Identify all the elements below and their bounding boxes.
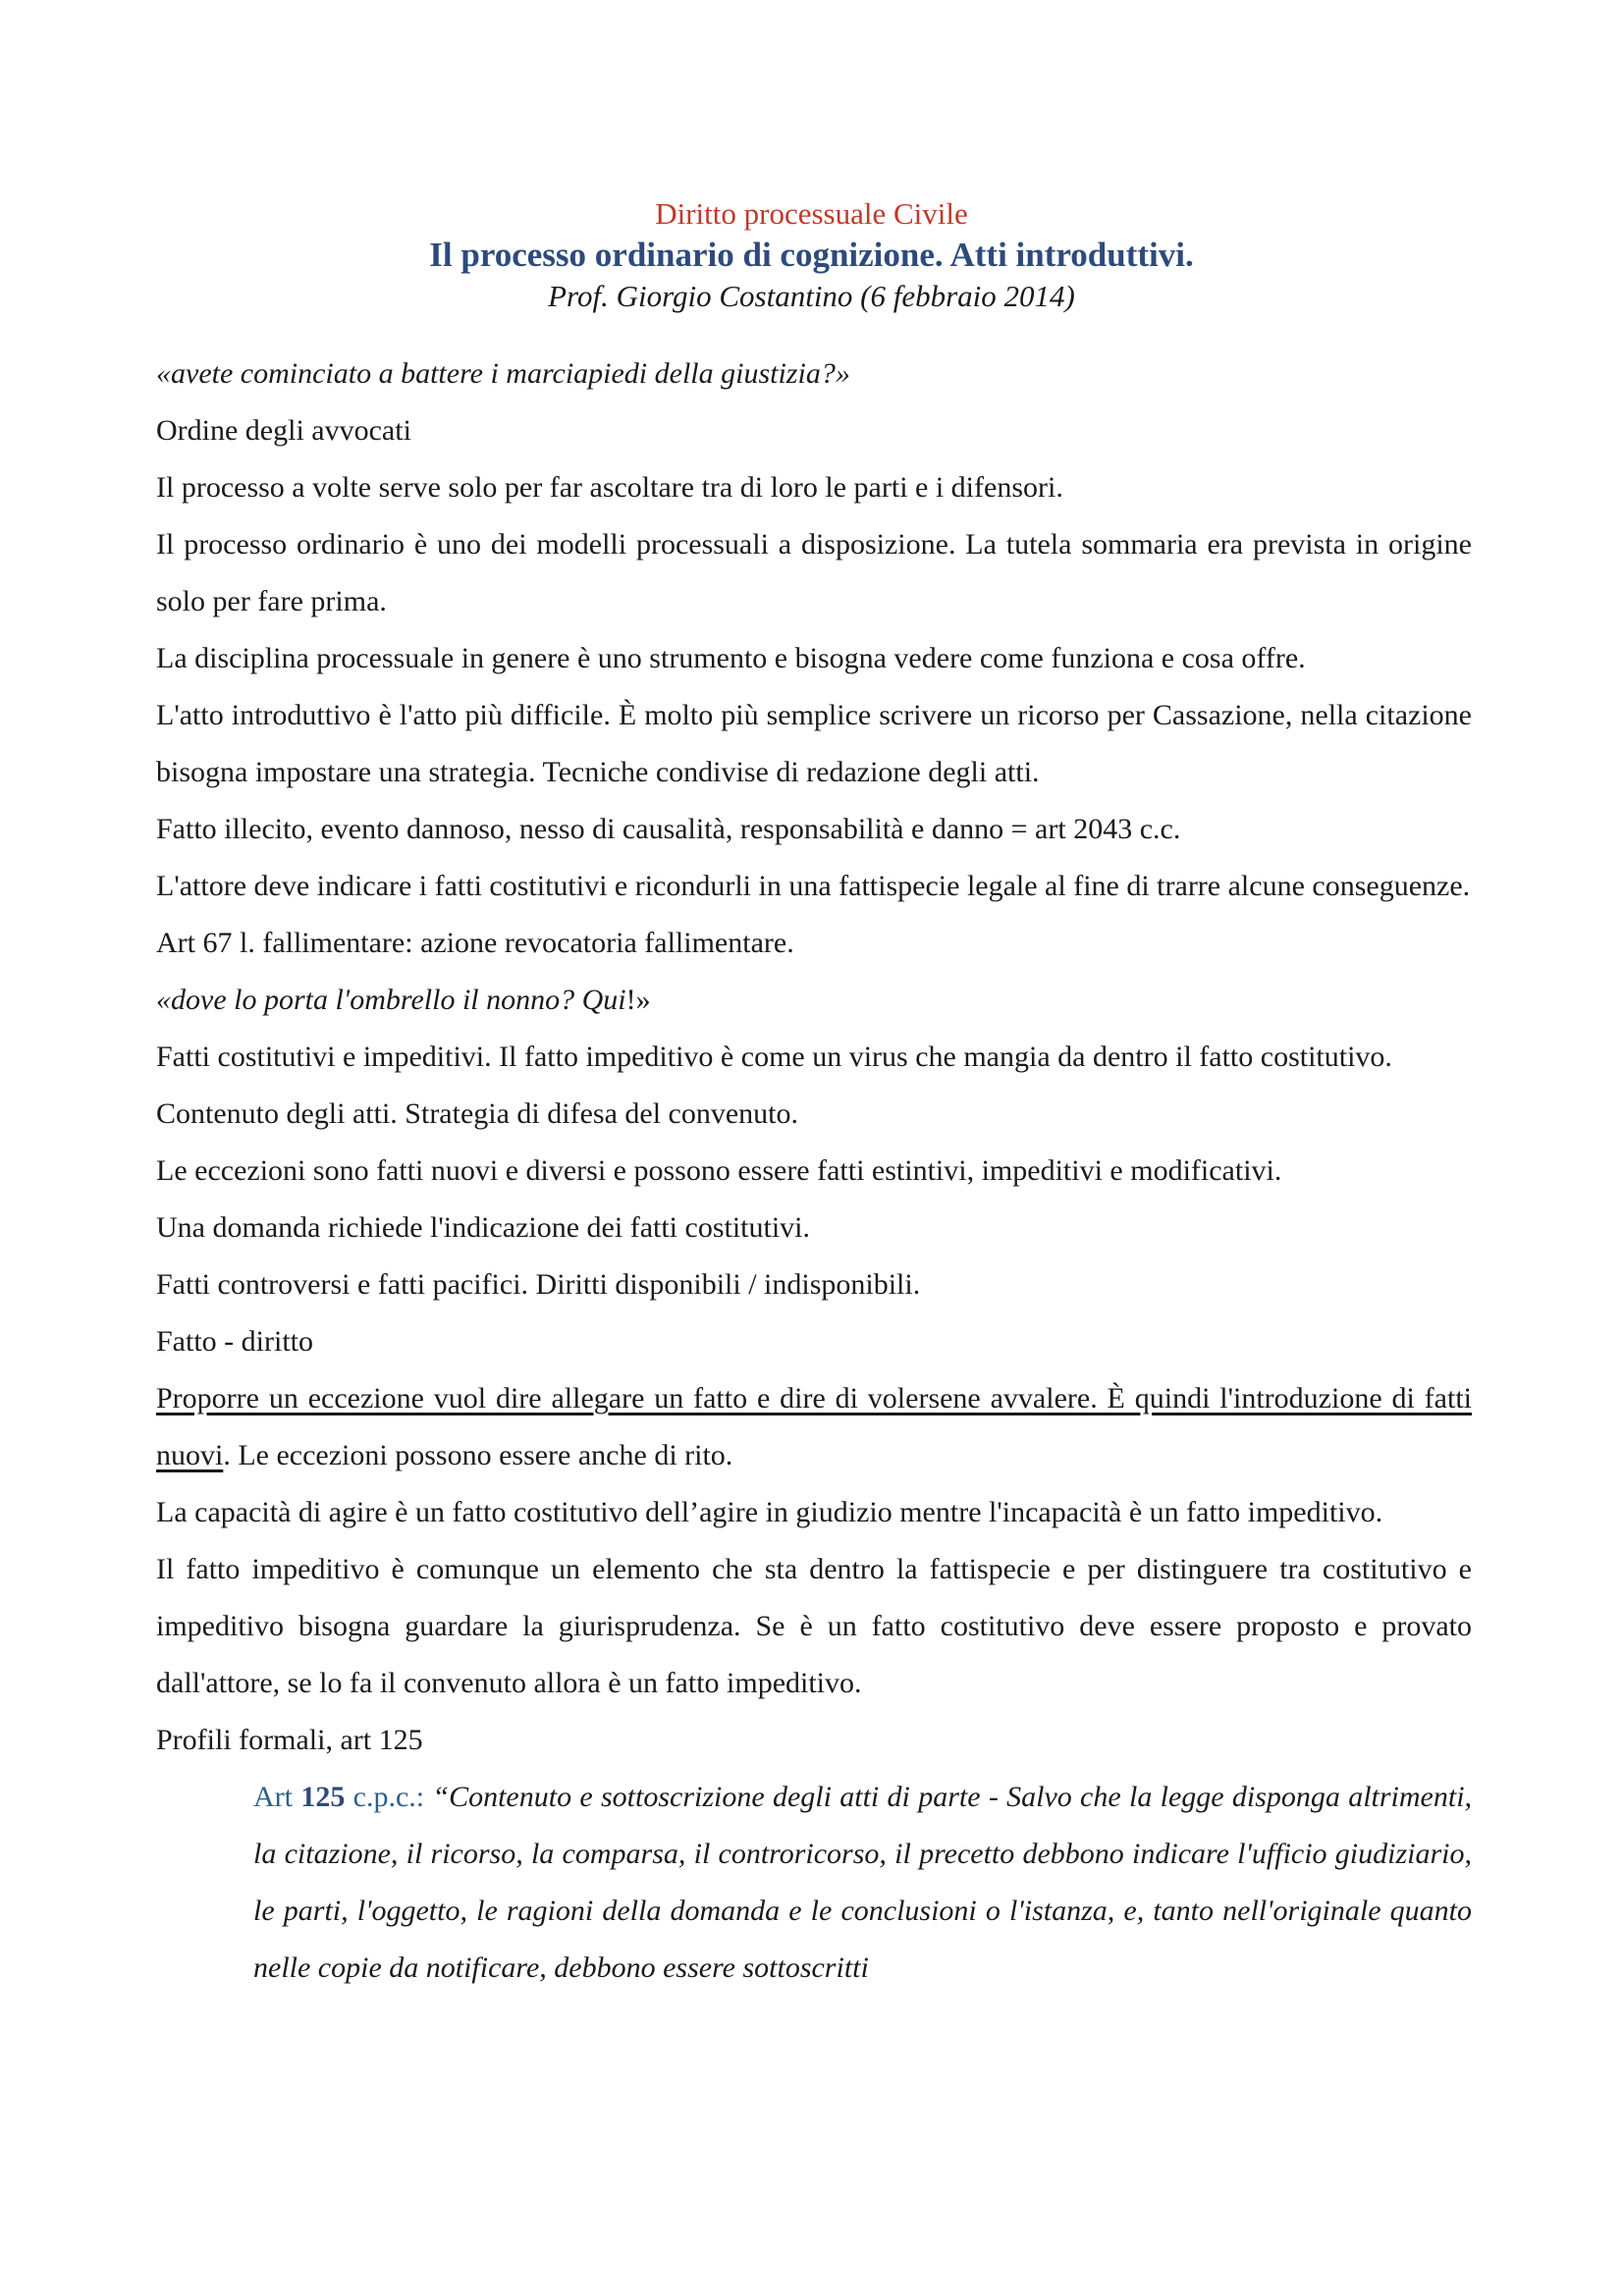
- lecture-notes-body: [156, 346, 1472, 1997]
- paragraph-processo-ascoltare: Il processo a volte serve solo per far ascoltare tra di loro le parti e i difensori.: [156, 471, 1063, 504]
- quote-ombrello-italic: «dove lo porta l'ombrello il nonno? Qui: [156, 984, 626, 1016]
- lesson-title: Il processo ordinario di cognizione. Atti introduttivi.: [429, 236, 1194, 274]
- paragraph-fatti-controversi: Fatti controversi e fatti pacifici. Diritti disponibili / indisponibili.: [156, 1268, 921, 1301]
- article-125-quote: [253, 1769, 1472, 1997]
- paragraph-fatti-costitutivi-attore: L'attore deve indicare i fatti costitutivi e ricondurli in una fattispecie legale al fine di trarre alcune conseguenze.: [156, 870, 1471, 902]
- paragraph-atto-introduttivo: L'atto introduttivo è l'atto più difficile. È molto più semplice scrivere un ricorso per Cassazione, nella citazione bisogna impostare una strategia. Tecniche condivise di redazione degli atti.: [156, 699, 1472, 788]
- article-number: 125: [300, 1781, 346, 1813]
- article-label: Art: [253, 1781, 293, 1813]
- article-quote-text: “Contenuto e sottoscrizione degli atti di parte - Salvo che la legge disponga altrimenti, la citazione, il ricorso, la comparsa, il controricorso, il precetto debbono indicare l'ufficio giudiziario, le parti, l'oggetto, le ragioni della domanda e le conclusioni o l'istanza, e, tanto nell'originale quanto nelle copie da notificare, debbono essere sottoscritti: [253, 1781, 1473, 1984]
- paragraph-fatto-illecito: Fatto illecito, evento dannoso, nesso di causalità, responsabilità e danno = art 2043 c.c.: [156, 813, 1181, 845]
- paragraph-domanda: Una domanda richiede l'indicazione dei fatti costitutivi.: [156, 1211, 811, 1244]
- paragraph-quote-ombrello: [156, 972, 1472, 1029]
- article-code: c.p.c.:: [352, 1781, 425, 1813]
- paragraph-profili-formali: Profili formali, art 125: [156, 1724, 423, 1756]
- course-name: Diritto processuale Civile: [655, 196, 968, 231]
- paragraph-fatto-diritto: Fatto - diritto: [156, 1325, 313, 1358]
- paragraph-processo-ordinario: Il processo ordinario è uno dei modelli processuali a disposizione. La tutela sommaria era prevista in origine solo per fare prima.: [156, 528, 1472, 617]
- paragraph-quote-marciapiedi: «avete cominciato a battere i marciapiedi della giustizia?»: [156, 357, 850, 390]
- paragraph-art-67: Art 67 l. fallimentare: azione revocatoria fallimentare.: [156, 927, 794, 959]
- quote-ombrello-tail: !»: [625, 984, 651, 1016]
- underlined-eccezione-text: Proporre un eccezione vuol dire allegare un fatto e dire di volersene avvalere. È quindi l'introduzione di fatti nuovi: [156, 1382, 1472, 1471]
- lecturer-and-date: Prof. Giorgio Costantino (6 febbraio 2014): [548, 279, 1075, 313]
- document-header: [0, 194, 1623, 316]
- paragraph-proporre-eccezione: [156, 1370, 1472, 1484]
- paragraph-capacita-agire: La capacità di agire è un fatto costitutivo dell’agire in giudizio mentre l'incapacità è un fatto impeditivo.: [156, 1496, 1383, 1528]
- paragraph-eccezioni: Le eccezioni sono fatti nuovi e diversi e possono essere fatti estintivi, impeditivi e modificativi.: [156, 1154, 1282, 1187]
- paragraph-fatto-impeditivo-fattispecie: Il fatto impeditivo è comunque un elemento che sta dentro la fattispecie e per distinguere tra costitutivo e impeditivo bisogna guardare la giurisprudenza. Se è un fatto costitutivo deve essere proposto e provato dall'attore, se lo fa il convenuto allora è un fatto impeditivo.: [156, 1553, 1472, 1699]
- paragraph-disciplina-processuale: La disciplina processuale in genere è uno strumento e bisogna vedere come funziona e cosa offre.: [156, 642, 1306, 674]
- paragraph-ordine-avvocati: Ordine degli avvocati: [156, 414, 411, 447]
- paragraph-fatti-impeditivi: Fatti costitutivi e impeditivi. Il fatto impeditivo è come un virus che mangia da dentro il fatto costitutivo.: [156, 1041, 1392, 1073]
- paragraph-contenuto-atti: Contenuto degli atti. Strategia di difesa del convenuto.: [156, 1097, 799, 1130]
- eccezione-tail-text: . Le eccezioni possono essere anche di rito.: [223, 1439, 733, 1471]
